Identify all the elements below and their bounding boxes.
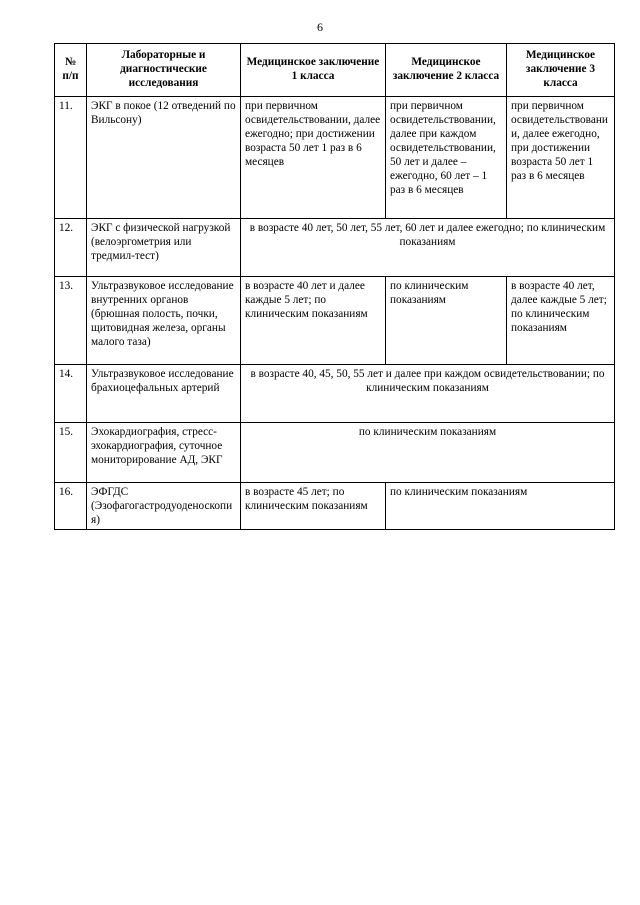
table-row [55,97,615,219]
header-study: Лабораторные и диагностические исследования [87,44,241,97]
class-2-cell: при первичном освидетельствовании, далее при каждом освидетельствовании, 50 лет и далее – ежегодно, 60 лет – 1 раз в 6 месяцев [386,97,507,219]
study-name: Эхокардиография, стресс-эхокардиография, суточное мониторирование АД, ЭКГ [87,423,241,483]
all-classes-cell: по клиническим показаниям [241,423,615,483]
table-row [55,219,615,277]
row-number: 13. [55,277,87,365]
class-1-cell: при первичном освидетельствовании, далее ежегодно; при достижении возраста 50 лет 1 раз в 6 месяцев [241,97,386,219]
header-class-3: Медицинское заключение 3 класса [507,44,615,97]
class-1-cell: в возрасте 40 лет и далее каждые 5 лет; по клиническим показаниям [241,277,386,365]
header-number: № п/п [55,44,87,97]
class-2-cell: по клиническим показаниям [386,277,507,365]
table-row [55,365,615,423]
table-row [55,423,615,483]
page-number: 6 [317,20,323,34]
class-1-cell: в возрасте 45 лет; по клиническим показаниям [241,483,386,530]
row-number: 15. [55,423,87,483]
study-name: Ультразвуковое исследование брахиоцефальных артерий [87,365,241,423]
table-row [55,483,615,530]
class-2-3-cell: по клиническим показаниям [386,483,615,530]
class-3-cell: в возрасте 40 лет, далее каждые 5 лет; по клиническим показаниям [507,277,615,365]
all-classes-cell: в возрасте 40, 45, 50, 55 лет и далее при каждом освидетельствовании; по клиническим показаниям [241,365,615,423]
class-3-cell: при первичном освидетельствовании, далее ежегодно, при достижении возраста 50 лет 1 раз в 6 месяцев [507,97,615,219]
row-number: 16. [55,483,87,530]
row-number: 12. [55,219,87,277]
all-classes-cell: в возрасте 40 лет, 50 лет, 55 лет, 60 лет и далее ежегодно; по клиническим показаниям [241,219,615,277]
table-header-row [55,44,615,97]
header-class-1: Медицинское заключение 1 класса [241,44,386,97]
header-class-2: Медицинское заключение 2 класса [386,44,507,97]
medical-exam-table [54,43,615,530]
row-number: 11. [55,97,87,219]
table-row [55,277,615,365]
study-name: ЭКГ в покое (12 отведений по Вильсону) [87,97,241,219]
study-name: ЭФГДС (Эзофагогастродуоденоскопия) [87,483,241,530]
row-number: 14. [55,365,87,423]
study-name: Ультразвуковое исследование внутренних органов (брюшная полость, почки, щитовидная железа, органы малого таза) [87,277,241,365]
study-name: ЭКГ с физической нагрузкой (велоэргометрия или тредмил-тест) [87,219,241,277]
